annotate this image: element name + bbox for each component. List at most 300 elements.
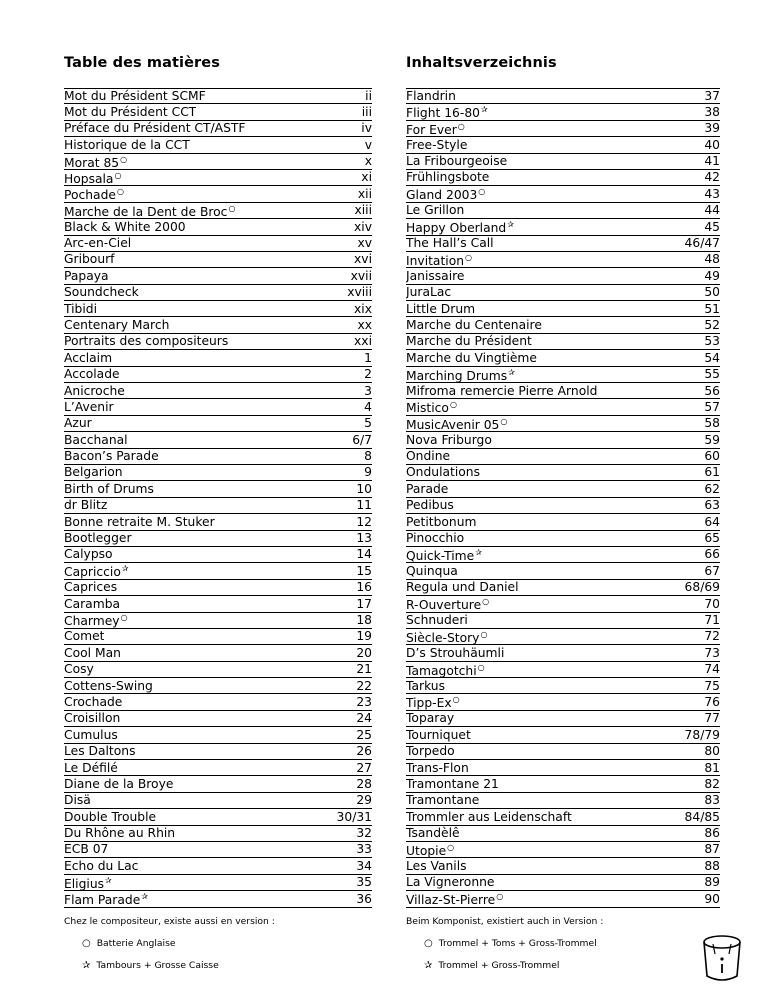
toc-row-title-text: Pinocchio bbox=[406, 531, 465, 546]
toc-row-page: 60 bbox=[704, 449, 720, 464]
toc-row-title-text: Anicroche bbox=[64, 383, 125, 398]
toc-row-title-text: Marching Drums bbox=[406, 368, 508, 383]
toc-row bbox=[64, 498, 372, 514]
toc-row-title-text: Soundcheck bbox=[64, 285, 139, 300]
toc-row-title bbox=[406, 217, 514, 237]
toc-row-title-text: Cool Man bbox=[64, 645, 121, 660]
toc-row-title-text: Papaya bbox=[64, 268, 109, 283]
toc-row-page: 89 bbox=[704, 875, 720, 890]
toc-row-page: xix bbox=[354, 301, 372, 316]
toc-row-title bbox=[64, 694, 122, 710]
toc-row bbox=[64, 563, 372, 579]
toc-row-title bbox=[406, 545, 482, 565]
circle-icon: ○ bbox=[82, 938, 91, 949]
toc-row-title-text: La Vigneronne bbox=[406, 875, 495, 890]
toc-row bbox=[64, 350, 372, 366]
toc-row-page: 32 bbox=[356, 826, 372, 841]
legend-french-circle-text: Batterie Anglaise bbox=[96, 938, 176, 949]
toc-row-page: 54 bbox=[704, 350, 720, 365]
toc-row-title bbox=[64, 530, 132, 546]
toc-row bbox=[406, 285, 720, 301]
toc-row-title bbox=[64, 645, 121, 661]
toc-row-title bbox=[406, 514, 477, 530]
toc-row bbox=[64, 514, 372, 530]
toc-row-page: 58 bbox=[704, 416, 720, 431]
toc-row-title-text: Marche du Vingtième bbox=[406, 350, 537, 365]
toc-row bbox=[64, 481, 372, 497]
toc-row-title-text: Disä bbox=[64, 793, 91, 808]
toc-row-title-text: Eligius bbox=[64, 876, 105, 891]
toc-row bbox=[64, 760, 372, 776]
toc-row-title-text: Le Grillon bbox=[406, 203, 465, 218]
toc-row-page: ii bbox=[365, 89, 372, 103]
toc-row-title bbox=[406, 760, 469, 776]
toc-row-page: 15 bbox=[356, 563, 372, 578]
toc-row bbox=[64, 285, 372, 301]
toc-row-title bbox=[406, 743, 455, 759]
circle-icon: ○ bbox=[477, 662, 485, 672]
toc-german-list bbox=[406, 88, 720, 908]
toc-row-page: 55 bbox=[704, 367, 720, 382]
toc-row bbox=[406, 268, 720, 284]
toc-row-page: 33 bbox=[356, 842, 372, 857]
toc-row-title-text: Mifroma remercie Pierre Arnold bbox=[406, 383, 598, 398]
toc-row-title-text: Diane de la Broye bbox=[64, 776, 174, 791]
toc-row-title bbox=[64, 628, 104, 644]
circle-icon: ○ bbox=[482, 597, 490, 607]
star-icon: ✰ bbox=[508, 367, 515, 377]
toc-row bbox=[406, 465, 720, 481]
toc-german-heading: Inhaltsverzeichnis bbox=[406, 55, 557, 71]
toc-row-title-text: Cumulus bbox=[64, 727, 118, 742]
toc-row bbox=[64, 121, 372, 137]
toc-row-page: xiv bbox=[354, 219, 372, 234]
toc-row-page: v bbox=[364, 137, 372, 152]
toc-row-title-text: Gribourf bbox=[64, 252, 115, 267]
toc-row-title-text: Tipp-Ex bbox=[406, 696, 452, 711]
toc-row bbox=[64, 662, 372, 678]
toc-row-page: 27 bbox=[356, 760, 372, 775]
toc-row bbox=[64, 383, 372, 399]
toc-row-title-text: Flam Parade bbox=[64, 893, 141, 908]
toc-row-page: 18 bbox=[356, 613, 372, 627]
toc-row-title bbox=[406, 365, 515, 385]
toc-row bbox=[64, 645, 372, 661]
toc-row bbox=[406, 727, 720, 743]
toc-row-title-text: Marche de la Dent de Broc bbox=[64, 204, 228, 219]
toc-row-page: 57 bbox=[704, 399, 720, 414]
toc-row-page: 70 bbox=[704, 596, 720, 611]
toc-row-title-text: Gland 2003 bbox=[406, 188, 478, 203]
toc-row-title bbox=[64, 268, 109, 284]
toc-row-page: 50 bbox=[704, 285, 720, 300]
legend-german-star-item bbox=[424, 959, 603, 973]
legend-german-star-text: Trommel + Gross-Trommel bbox=[438, 960, 560, 971]
toc-row-page: 2 bbox=[364, 367, 372, 382]
toc-row bbox=[64, 88, 372, 104]
toc-row-page: 19 bbox=[356, 629, 372, 644]
toc-row-title-text: Tsandèlê bbox=[406, 826, 460, 841]
legend-french bbox=[64, 915, 275, 973]
toc-row-title bbox=[64, 561, 129, 581]
toc-row-title-text: Portraits des compositeurs bbox=[64, 334, 229, 349]
toc-row bbox=[406, 547, 720, 563]
toc-row-title-text: Bootlegger bbox=[64, 531, 132, 546]
toc-row bbox=[64, 334, 372, 350]
toc-row-page: 45 bbox=[704, 219, 720, 234]
toc-row-page: 37 bbox=[704, 89, 720, 103]
toc-row-title-text: Petitbonum bbox=[406, 514, 477, 529]
toc-row-title-text: Capriccio bbox=[64, 565, 121, 580]
toc-row-title bbox=[64, 317, 169, 333]
toc-row-title-text: Croisillon bbox=[64, 711, 121, 726]
toc-row-page: iv bbox=[361, 121, 372, 136]
toc-row bbox=[64, 432, 372, 448]
toc-row-title bbox=[406, 432, 492, 448]
legend-german bbox=[406, 915, 603, 973]
toc-row-title bbox=[64, 464, 123, 480]
toc-row bbox=[64, 268, 372, 284]
toc-row-title-text: Mot du Président SCMF bbox=[64, 89, 206, 103]
toc-row bbox=[64, 613, 372, 629]
toc-row-title bbox=[64, 579, 117, 595]
toc-row-title-text: Comet bbox=[64, 629, 105, 644]
toc-row-title-text: Little Drum bbox=[406, 301, 476, 316]
toc-row-title bbox=[64, 383, 125, 399]
toc-row-page: xx bbox=[357, 317, 372, 332]
toc-row-title bbox=[64, 809, 156, 825]
toc-row-page: 12 bbox=[356, 514, 372, 529]
toc-row-title bbox=[406, 660, 485, 680]
toc-row-title-text: ECB 07 bbox=[64, 842, 109, 857]
toc-row-page: 20 bbox=[356, 645, 372, 660]
toc-row-title-text: Birth of Drums bbox=[64, 481, 154, 496]
toc-row-title-text: D’s Strouhäumli bbox=[406, 645, 505, 660]
toc-row-page: 74 bbox=[704, 662, 720, 677]
toc-row-title bbox=[406, 153, 507, 169]
toc-row-page: xi bbox=[361, 170, 372, 185]
toc-row-page: 63 bbox=[704, 498, 720, 513]
toc-row-title-text: Marche du Président bbox=[406, 334, 532, 349]
toc-row-title-text: Janissaire bbox=[406, 268, 465, 283]
toc-row-title bbox=[64, 219, 186, 235]
toc-row bbox=[64, 809, 372, 825]
toc-row-title-text: Quick-Time bbox=[406, 548, 475, 563]
toc-row bbox=[406, 154, 720, 170]
toc-row-title bbox=[64, 415, 92, 431]
toc-row-page: 65 bbox=[704, 531, 720, 546]
toc-german-column bbox=[406, 52, 720, 908]
legend-french-circle-item bbox=[82, 937, 275, 951]
toc-row bbox=[406, 514, 720, 530]
toc-row-title-text: Mistico bbox=[406, 401, 449, 416]
toc-row-title-text: Parade bbox=[406, 481, 449, 496]
circle-icon: ○ bbox=[120, 154, 128, 164]
toc-row bbox=[64, 727, 372, 743]
toc-row bbox=[406, 301, 720, 317]
toc-row-page: 10 bbox=[356, 481, 372, 496]
toc-row bbox=[64, 842, 372, 858]
toc-row bbox=[406, 629, 720, 645]
toc-row bbox=[64, 776, 372, 792]
toc-row-title-text: Invitation bbox=[406, 253, 465, 268]
toc-row-page: 87 bbox=[704, 842, 720, 857]
toc-row-title bbox=[64, 432, 128, 448]
circle-icon: ○ bbox=[449, 400, 457, 410]
toc-row bbox=[406, 596, 720, 612]
toc-row-title-text: Quinqua bbox=[406, 563, 458, 578]
legend-german-note: Beim Komponist, existiert auch in Version : bbox=[406, 916, 604, 927]
circle-icon: ○ bbox=[447, 842, 455, 852]
toc-row-page: 8 bbox=[364, 449, 372, 464]
toc-row-title-text: Bonne retraite M. Stuker bbox=[64, 514, 215, 529]
circle-icon: ○ bbox=[228, 203, 236, 213]
circle-icon: ○ bbox=[480, 629, 488, 639]
toc-row-page: 83 bbox=[704, 793, 720, 808]
toc-row-page: 21 bbox=[356, 662, 372, 677]
toc-row-page: 16 bbox=[356, 580, 372, 595]
toc-row-title bbox=[406, 776, 499, 792]
toc-row-title bbox=[406, 317, 542, 333]
circle-icon: ○ bbox=[496, 892, 504, 902]
toc-row-page: 40 bbox=[704, 137, 720, 152]
toc-row-page: 73 bbox=[704, 645, 720, 660]
toc-row-title bbox=[406, 692, 460, 712]
toc-row-title bbox=[64, 120, 245, 136]
toc-row-page: 82 bbox=[704, 776, 720, 791]
toc-row bbox=[64, 711, 372, 727]
toc-row-title bbox=[64, 104, 196, 120]
star-icon: ✰ bbox=[480, 105, 488, 115]
toc-row-title-text: Calypso bbox=[64, 547, 113, 562]
toc-row-page: 76 bbox=[704, 694, 720, 709]
toc-row-page: 84/85 bbox=[684, 809, 720, 824]
toc-row-title-text: Pedibus bbox=[406, 498, 454, 513]
toc-row-page: 49 bbox=[704, 268, 720, 283]
toc-row-title bbox=[64, 350, 112, 366]
toc-row-page: 48 bbox=[704, 252, 720, 267]
toc-row-title bbox=[64, 251, 115, 267]
toc-row bbox=[64, 317, 372, 333]
toc-row-title-text: Cosy bbox=[64, 662, 94, 677]
toc-row-title-text: Black & White 2000 bbox=[64, 219, 186, 234]
toc-row-title bbox=[64, 284, 139, 300]
toc-row-title bbox=[64, 610, 128, 630]
toc-row-title bbox=[406, 184, 485, 204]
circle-icon: ○ bbox=[452, 695, 460, 705]
toc-row-page: iii bbox=[361, 104, 372, 119]
toc-row-page: 62 bbox=[704, 481, 720, 496]
star-icon: ✰ bbox=[424, 960, 433, 971]
star-icon: ✰ bbox=[507, 220, 514, 230]
toc-row bbox=[406, 432, 720, 448]
toc-row bbox=[406, 334, 720, 350]
toc-row-title-text: Villaz-St-Pierre bbox=[406, 893, 496, 908]
toc-row-title-text: Le Défilé bbox=[64, 760, 118, 775]
toc-row-page: 86 bbox=[704, 826, 720, 841]
toc-row bbox=[406, 842, 720, 858]
toc-row-page: 14 bbox=[356, 547, 372, 562]
toc-row-page: 77 bbox=[704, 711, 720, 726]
circle-icon: ○ bbox=[114, 170, 122, 180]
toc-row bbox=[406, 809, 720, 825]
toc-row bbox=[64, 399, 372, 415]
toc-row-title-text: Cottens-Swing bbox=[64, 678, 153, 693]
toc-row-title-text: Pochade bbox=[64, 188, 116, 203]
toc-row-page: 35 bbox=[356, 875, 372, 890]
toc-row-title-text: Mot du Président CCT bbox=[64, 104, 197, 119]
circle-icon: ○ bbox=[424, 938, 433, 949]
toc-row-page: 46/47 bbox=[684, 236, 720, 251]
toc-row-title bbox=[64, 399, 114, 415]
toc-row-title-text: Morat 85 bbox=[64, 155, 120, 170]
toc-row-title-text: Tramontane 21 bbox=[406, 776, 499, 791]
legend-german-circle-text: Trommel + Toms + Gross-Trommel bbox=[438, 938, 597, 949]
toc-row-page: 36 bbox=[356, 891, 372, 906]
toc-row-title bbox=[406, 809, 572, 825]
toc-row bbox=[406, 186, 720, 202]
toc-french-list bbox=[64, 88, 372, 908]
toc-row-title bbox=[406, 448, 450, 464]
circle-icon: ○ bbox=[120, 613, 128, 623]
toc-row-page: 66 bbox=[704, 547, 720, 562]
toc-row bbox=[64, 367, 372, 383]
toc-row bbox=[406, 219, 720, 235]
toc-row-title bbox=[406, 840, 454, 860]
toc-row-page: 9 bbox=[364, 465, 372, 480]
toc-row bbox=[406, 563, 720, 579]
toc-row-title-text: Free-Style bbox=[406, 137, 468, 152]
toc-row-page: 42 bbox=[704, 170, 720, 185]
toc-row-page: 41 bbox=[704, 154, 720, 169]
toc-row-title bbox=[406, 889, 503, 909]
toc-row bbox=[64, 678, 372, 694]
toc-row-page: xxi bbox=[354, 334, 372, 349]
toc-row-page: xvii bbox=[350, 268, 372, 283]
toc-row-title-text: Flight 16-80 bbox=[406, 106, 480, 121]
toc-row-title bbox=[64, 792, 91, 808]
star-icon: ✰ bbox=[82, 960, 91, 971]
toc-row-page: xviii bbox=[347, 285, 372, 300]
toc-row bbox=[64, 252, 372, 268]
toc-row bbox=[64, 531, 372, 547]
toc-row-page: 38 bbox=[704, 104, 720, 119]
toc-row-title-text: MusicAvenir 05 bbox=[406, 417, 500, 432]
toc-row bbox=[406, 662, 720, 678]
toc-row-title-text: Les Vanils bbox=[406, 858, 467, 873]
toc-row-page: 25 bbox=[356, 727, 372, 742]
toc-row-page: 17 bbox=[356, 596, 372, 611]
toc-row bbox=[406, 776, 720, 792]
toc-row-page: 78/79 bbox=[684, 727, 720, 742]
toc-row-page: 52 bbox=[704, 317, 720, 332]
toc-row-title-text: L’Avenir bbox=[64, 399, 114, 414]
toc-row-title-text: Happy Oberland bbox=[406, 221, 507, 236]
toc-row-page: 72 bbox=[704, 629, 720, 644]
toc-row bbox=[406, 416, 720, 432]
toc-row-page: 30/31 bbox=[336, 809, 372, 824]
toc-row-title-text: Du Rhône au Rhin bbox=[64, 826, 176, 841]
toc-row-page: xii bbox=[357, 186, 372, 201]
toc-row-title bbox=[64, 497, 107, 513]
toc-row-page: 39 bbox=[704, 121, 720, 136]
toc-row-title bbox=[406, 250, 472, 270]
toc-row-page: 81 bbox=[704, 760, 720, 775]
toc-row-title bbox=[64, 889, 148, 909]
toc-row-page: 88 bbox=[704, 858, 720, 873]
toc-row-title-text: The Hall’s Call bbox=[406, 236, 494, 251]
toc-row-title-text: Toparay bbox=[406, 711, 455, 726]
toc-row-page: 59 bbox=[704, 432, 720, 447]
toc-row-page: xvi bbox=[354, 252, 372, 267]
toc-row bbox=[406, 891, 720, 907]
toc-row bbox=[406, 694, 720, 710]
toc-row-title bbox=[64, 235, 131, 251]
toc-row bbox=[406, 744, 720, 760]
toc-row-title-text: Crochade bbox=[64, 694, 123, 709]
toc-row-title bbox=[406, 563, 458, 579]
toc-row bbox=[406, 137, 720, 153]
toc-row-title bbox=[406, 414, 507, 434]
circle-icon: ○ bbox=[500, 416, 508, 426]
toc-row-title bbox=[64, 514, 215, 530]
toc-row-title bbox=[406, 792, 479, 808]
toc-row-page: 3 bbox=[364, 383, 372, 398]
star-icon: ✰ bbox=[121, 564, 129, 574]
toc-row-title-text: Siècle-Story bbox=[406, 630, 480, 645]
toc-row bbox=[406, 121, 720, 137]
toc-row-page: 51 bbox=[704, 301, 720, 316]
toc-row-title bbox=[406, 481, 448, 497]
toc-row-title bbox=[64, 727, 118, 743]
toc-row-title-text: Frühlingsbote bbox=[406, 170, 490, 185]
toc-row-title-text: Echo du Lac bbox=[64, 858, 139, 873]
toc-row-page: 11 bbox=[356, 498, 372, 513]
toc-row-page: 43 bbox=[704, 186, 720, 201]
toc-row-title bbox=[64, 333, 228, 349]
toc-row-title-text: Caramba bbox=[64, 596, 121, 611]
toc-row-page: 34 bbox=[356, 858, 372, 873]
toc-row-page: xv bbox=[357, 236, 372, 251]
toc-row-page: 4 bbox=[364, 399, 372, 414]
toc-row bbox=[406, 858, 720, 874]
toc-row-title-text: Charmey bbox=[64, 614, 120, 629]
toc-row bbox=[64, 826, 372, 842]
toc-row-page: 26 bbox=[356, 744, 372, 759]
toc-row-title bbox=[64, 366, 120, 382]
toc-row-title-text: Schnuderi bbox=[406, 613, 468, 627]
toc-row bbox=[64, 219, 372, 235]
toc-row-title-text: Nova Friburgo bbox=[406, 432, 492, 447]
toc-row-title bbox=[406, 627, 487, 647]
star-icon: ✰ bbox=[105, 875, 112, 885]
toc-row bbox=[64, 449, 372, 465]
legend-german-circle-item bbox=[424, 937, 603, 951]
toc-row-title bbox=[64, 661, 94, 677]
toc-row-title bbox=[406, 119, 465, 139]
toc-row-page: 68/69 bbox=[684, 580, 720, 595]
toc-row-title bbox=[406, 301, 475, 317]
toc-row bbox=[64, 465, 372, 481]
toc-row-title bbox=[406, 268, 465, 284]
toc-row-title-text: Azur bbox=[64, 416, 92, 431]
toc-row-title-text: Ondulations bbox=[406, 465, 480, 480]
toc-row-title-text: Marche du Centenaire bbox=[406, 317, 542, 332]
toc-row bbox=[406, 711, 720, 727]
toc-row bbox=[406, 367, 720, 383]
toc-row bbox=[64, 629, 372, 645]
toc-row-title-text: Flandrin bbox=[406, 89, 456, 103]
